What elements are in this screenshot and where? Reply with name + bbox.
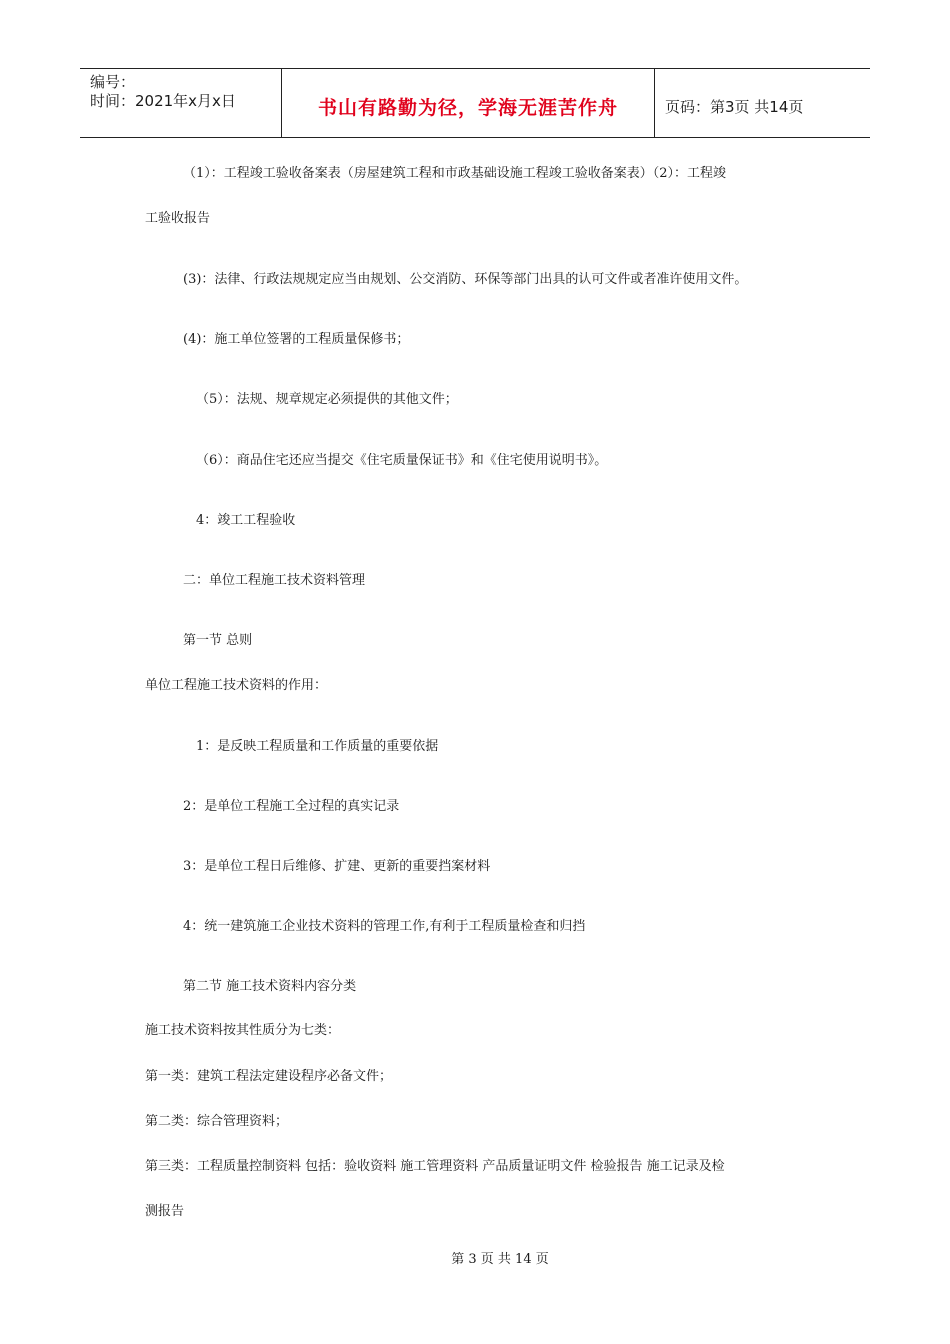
section-heading: 二：单位工程施工技术资料管理 bbox=[183, 573, 366, 588]
category-item: 第一类：建筑工程法定建设程序必备文件； bbox=[145, 1069, 393, 1084]
list-item: 4：统一建筑施工企业技术资料的管理工作,有利于工程质量检查和归挡 bbox=[183, 919, 586, 934]
subsection-heading: 第二节 施工技术资料内容分类 bbox=[183, 979, 357, 994]
category-item: 第三类：工程质量控制资料 包括：验收资料 施工管理资料 产品质量证明文件 检验报告 施工记录及检 bbox=[145, 1159, 725, 1174]
body-line: （6）：商品住宅还应当提交《住宅质量保证书》和《住宅使用说明书》。 bbox=[196, 453, 608, 468]
body-line: 施工技术资料按其性质分为七类： bbox=[145, 1023, 341, 1038]
list-item: 2：是单位工程施工全过程的真实记录 bbox=[183, 799, 400, 814]
body-line: (3)：法律、行政法规规定应当由规划、公交消防、环保等部门出具的认可文件或者准许使用文件。 bbox=[183, 272, 748, 287]
body-line: （5）：法规、规章规定必须提供的其他文件； bbox=[196, 392, 458, 407]
list-item: 3：是单位工程日后维修、扩建、更新的重要挡案材料 bbox=[183, 859, 491, 874]
page-footer: 第 3 页 共 14 页 bbox=[451, 1252, 549, 1267]
document-date-label: 时间：2021年x月x日 bbox=[90, 92, 236, 110]
header-table bbox=[80, 68, 870, 138]
header-meta-cell bbox=[80, 69, 282, 137]
body-line: 测报告 bbox=[145, 1204, 185, 1219]
header-motto-cell bbox=[282, 69, 655, 137]
body-line: 4：竣工工程验收 bbox=[196, 513, 296, 528]
body-line: 工验收报告 bbox=[145, 211, 211, 226]
category-item: 第二类：综合管理资料； bbox=[145, 1114, 289, 1129]
header-page-cell bbox=[655, 69, 870, 137]
body-line: 单位工程施工技术资料的作用： bbox=[145, 678, 328, 693]
document-number-label: 编号： bbox=[90, 73, 136, 91]
header-motto: 书山有路勤为径，学海无涯苦作舟 bbox=[317, 96, 618, 119]
header-page-info: 页码：第3页 共14页 bbox=[665, 97, 804, 116]
list-item: 1：是反映工程质量和工作质量的重要依据 bbox=[196, 739, 439, 754]
body-line: (4)：施工单位签署的工程质量保修书； bbox=[183, 332, 410, 347]
subsection-heading: 第一节 总则 bbox=[183, 633, 253, 648]
body-line: （1）：工程竣工验收备案表（房屋建筑工程和市政基础设施工程竣工验收备案表）（2）：工程竣 bbox=[183, 166, 727, 181]
